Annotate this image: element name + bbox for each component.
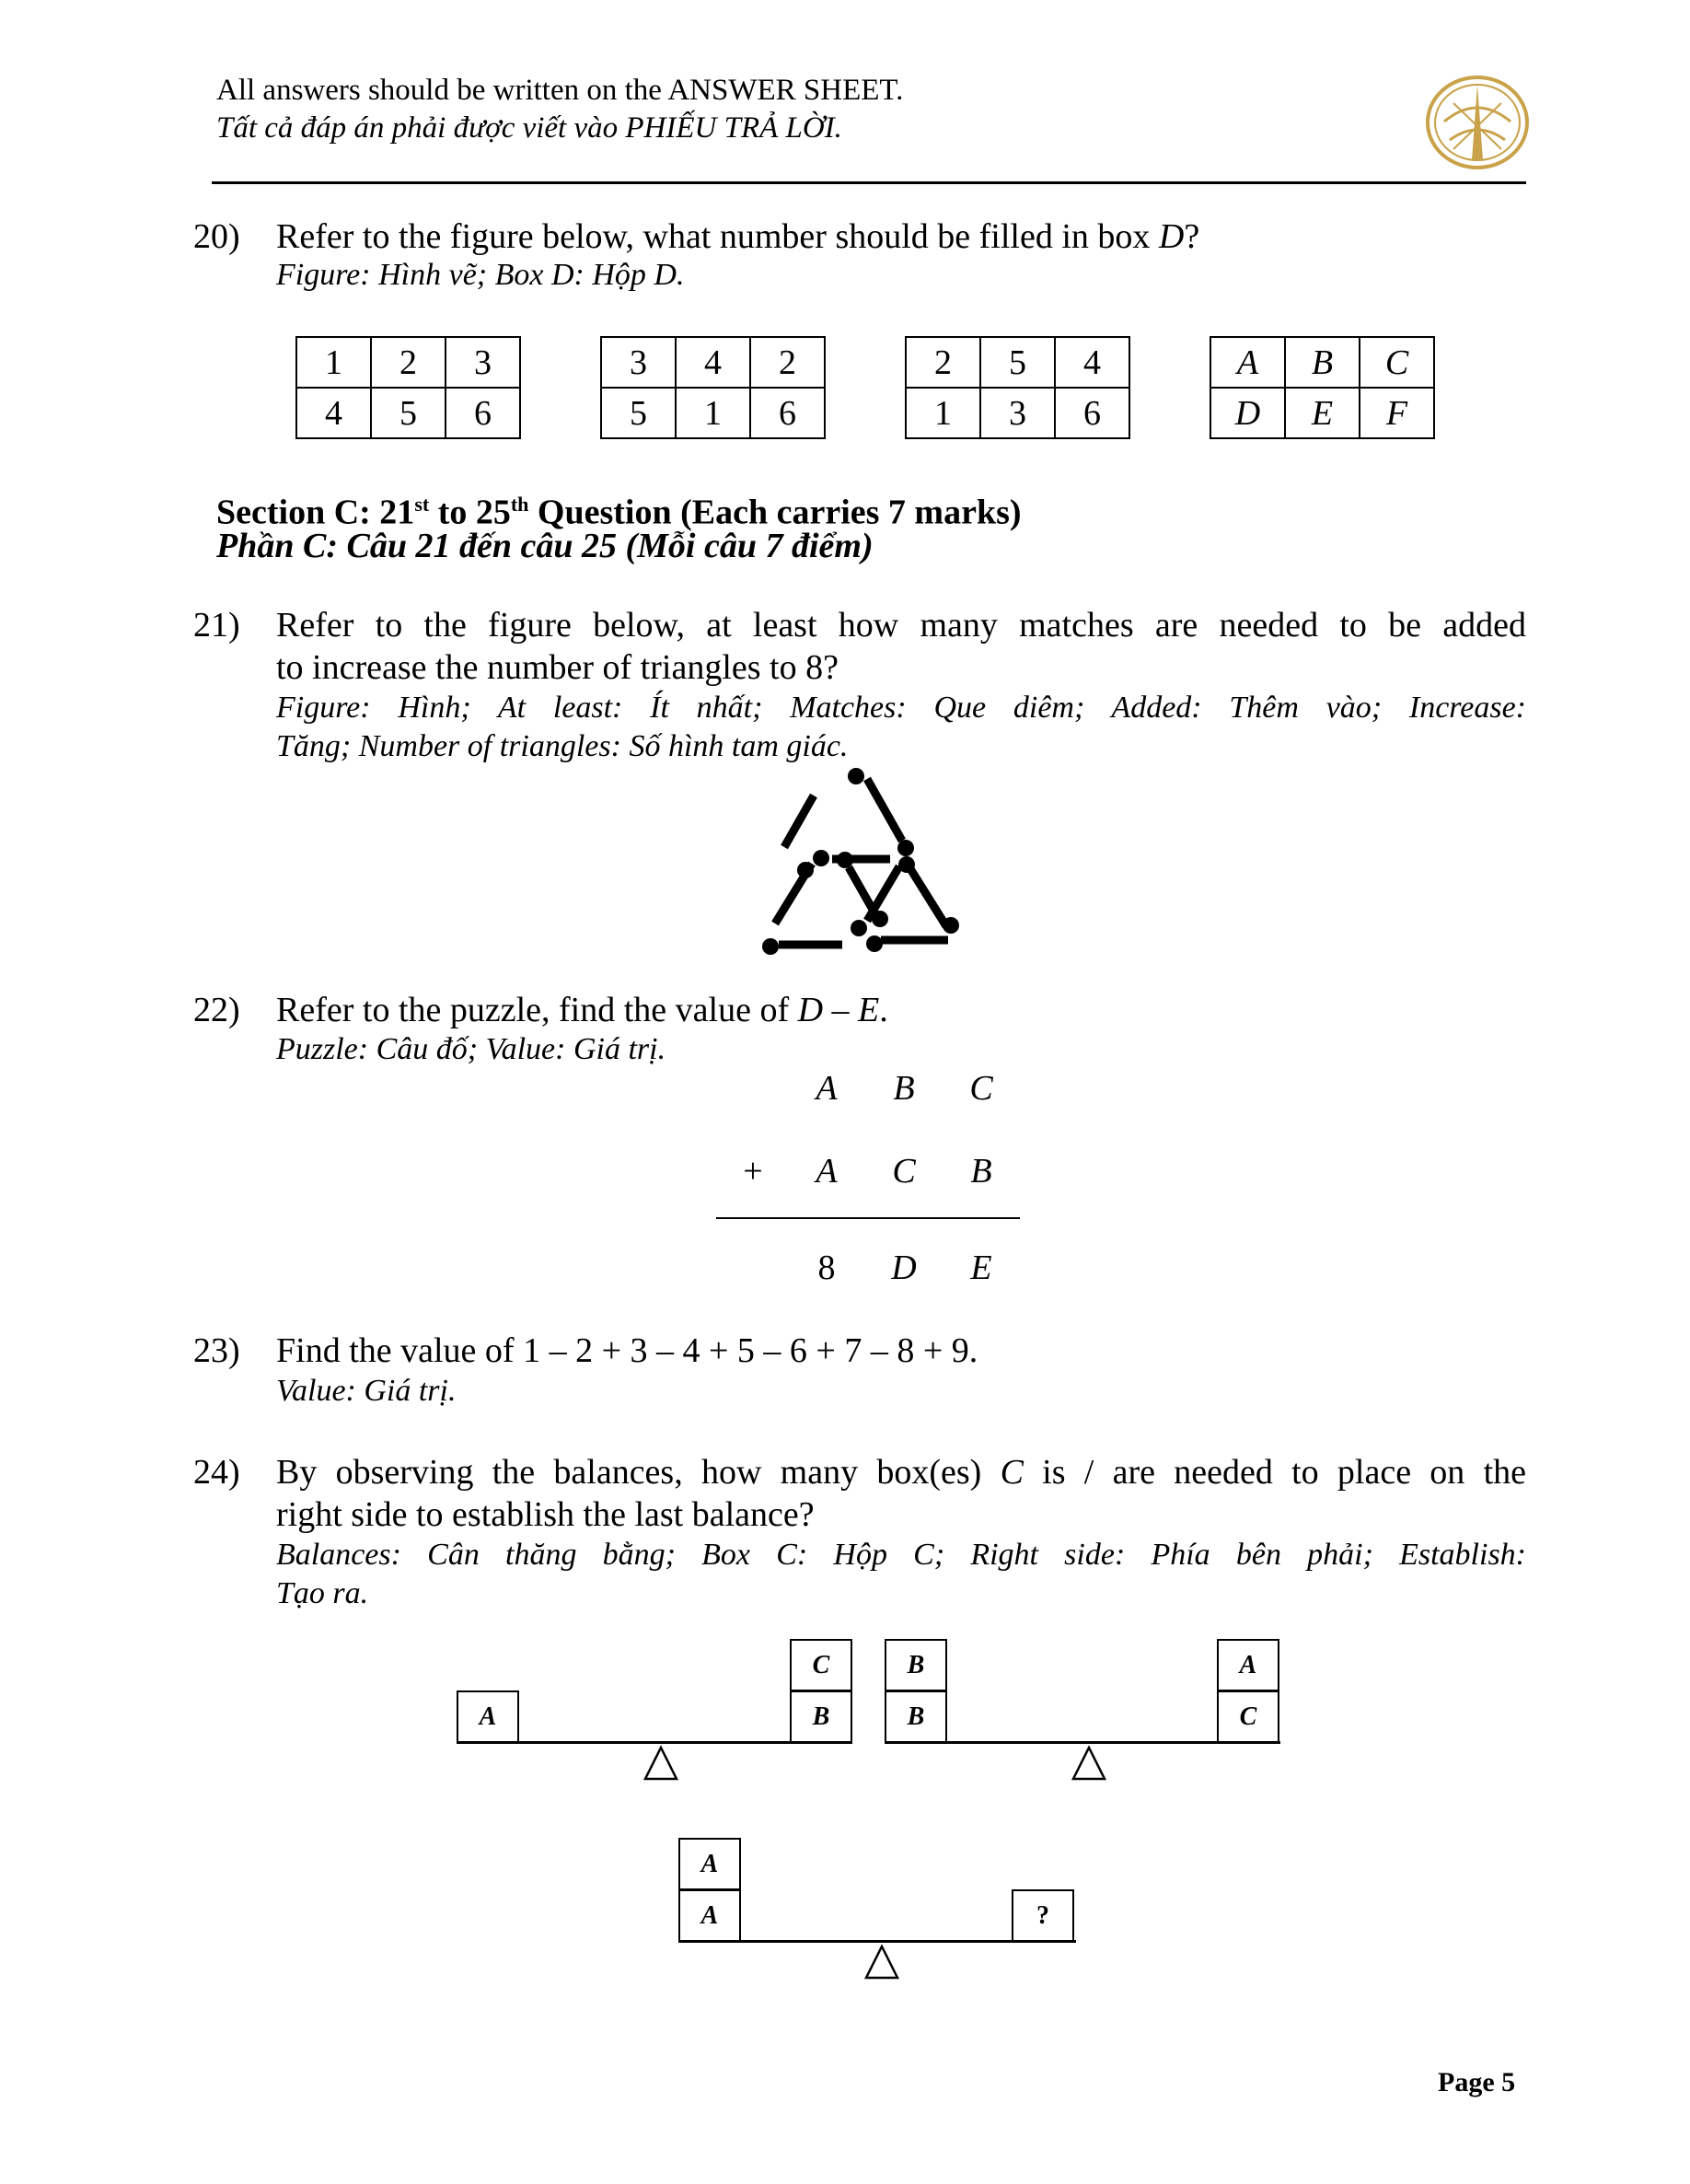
q20-text-part: Refer to the figure below, what number should be filled in box <box>276 217 1159 256</box>
balance-box: A <box>678 1889 741 1942</box>
cryptarithm-puzzle <box>700 1068 1022 1298</box>
question-20-number: 20) <box>193 217 240 256</box>
grid-cell: 4 <box>296 388 371 438</box>
question-22-number: 22) <box>193 991 240 1029</box>
grid-cell: F <box>1360 388 1434 438</box>
question-21-text-line2: to increase the number of triangles to 8? <box>276 648 839 687</box>
header-divider <box>212 181 1526 184</box>
section-title-sup: th <box>510 493 529 516</box>
q23-text-part: Find the value of <box>276 1331 524 1370</box>
q20-text-var: D <box>1158 217 1185 256</box>
grid-cell: 2 <box>750 337 825 388</box>
grid-cell: 5 <box>371 388 446 438</box>
section-title-part: Question (Each carries 7 marks) <box>528 493 1022 532</box>
q23-expression: 1 – 2 + 3 – 4 + 5 – 6 + 7 – 8 + 9 <box>523 1331 969 1370</box>
grid-cell: 1 <box>296 337 371 388</box>
grid-cell: C <box>1360 337 1434 388</box>
grid-cell: 6 <box>446 388 520 438</box>
q22-expression: D – E <box>797 991 880 1029</box>
puzzle-letter: C <box>969 1069 993 1108</box>
puzzle-letter: B <box>893 1069 915 1108</box>
q23-text-end: . <box>968 1331 978 1370</box>
balance-box: B <box>790 1690 852 1743</box>
grid-cell: E <box>1285 388 1360 438</box>
question-24-number: 24) <box>193 1453 240 1492</box>
grid-cell: 3 <box>446 337 520 388</box>
matchstick-triangles-figure <box>755 764 985 958</box>
balance-box: B <box>885 1690 947 1743</box>
balance-fulcrum <box>1071 1745 1107 1782</box>
grid-cell: 1 <box>676 388 750 438</box>
question-21-gloss-line2: Tăng; Number of triangles: Số hình tam giác. <box>276 729 849 763</box>
question-23-gloss: Value: Giá trị. <box>276 1374 457 1408</box>
question-24-text-line1 <box>276 1451 1526 1493</box>
puzzle-letter: A <box>816 1069 838 1108</box>
question-20-gloss: Figure: Hình vẽ; Box D: Hộp D. <box>276 258 685 292</box>
balance-2 <box>882 1639 1287 1786</box>
grid-cell: 5 <box>601 388 676 438</box>
puzzle-letter: C <box>892 1152 916 1191</box>
section-title-sup: st <box>414 493 430 516</box>
school-logo <box>1426 76 1529 169</box>
section-c-title-vietnamese: Phần C: Câu 21 đến câu 25 (Mỗi câu 7 điểm) <box>216 527 874 565</box>
grid-cell: 1 <box>906 388 980 438</box>
balance-fulcrum <box>642 1745 679 1782</box>
balance-box: A <box>457 1690 519 1743</box>
puzzle-digit: 8 <box>817 1249 836 1287</box>
balance-beam <box>885 1741 1280 1744</box>
balance-1 <box>457 1639 862 1786</box>
balance-box: A <box>678 1838 741 1890</box>
question-23-number: 23) <box>193 1331 240 1370</box>
page-number: Page 5 <box>1438 2067 1516 2097</box>
q22-text-part: Refer to the puzzle, find the value of <box>276 991 798 1029</box>
grid-cell: 3 <box>980 388 1055 438</box>
balance-beam <box>457 1741 852 1744</box>
question-22-text <box>276 989 1526 1031</box>
question-21-number: 21) <box>193 606 240 645</box>
letter-grid <box>1210 336 1435 439</box>
section-title-part: Section C: 21 <box>216 493 415 532</box>
question-24-gloss-line1: Balances: Cân thăng bằng; Box C: Hộp C; Right side: Phía bên phải; Establish: <box>276 1538 1526 1572</box>
balance-box: A <box>1217 1639 1279 1691</box>
balance-box: C <box>790 1639 852 1691</box>
question-23-text <box>276 1330 1526 1372</box>
question-20-text <box>276 215 1526 258</box>
q24-text-part: is / are needed to place on the <box>1023 1453 1526 1492</box>
grid-cell: D <box>1210 388 1285 438</box>
q20-text-end: ? <box>1184 217 1200 256</box>
grid-cell: 4 <box>1055 337 1129 388</box>
q22-text-end: . <box>879 991 888 1029</box>
section-title-part: to 25 <box>429 493 511 532</box>
puzzle-plus-sign: + <box>743 1152 763 1191</box>
question-21-text-line1: Refer to the figure below, at least how many matches are needed to be added <box>276 606 1526 645</box>
puzzle-sum-line <box>716 1217 1020 1219</box>
header-line-vietnamese: Tất cả đáp án phải được viết vào PHIẾU TRẢ LỜI. <box>216 111 842 145</box>
grid-cell: 2 <box>906 337 980 388</box>
balance-box: B <box>885 1639 947 1691</box>
puzzle-letter: D <box>891 1249 917 1287</box>
question-24-text-line2: right side to establish the last balance? <box>276 1495 815 1534</box>
balance-fulcrum <box>863 1944 900 1981</box>
q24-text-var: C <box>1000 1453 1024 1492</box>
question-22-gloss: Puzzle: Câu đố; Value: Giá trị. <box>276 1032 666 1066</box>
grid-cell: 4 <box>676 337 750 388</box>
grid-cell: B <box>1285 337 1360 388</box>
grid-cell: 2 <box>371 337 446 388</box>
grid-cell: 6 <box>1055 388 1129 438</box>
balance-beam <box>678 1940 1076 1943</box>
balance-unknown-box: ? <box>1012 1889 1074 1942</box>
grid-cell: 6 <box>750 388 825 438</box>
grid-cell: 3 <box>601 337 676 388</box>
balance-box: C <box>1217 1690 1279 1743</box>
question-24-gloss-line2: Tạo ra. <box>276 1576 369 1610</box>
grid-cell: 5 <box>980 337 1055 388</box>
puzzle-letter: B <box>970 1152 992 1191</box>
number-grid-3 <box>905 336 1130 439</box>
puzzle-letter: A <box>816 1152 838 1191</box>
number-grid-1 <box>295 336 521 439</box>
q24-text-part: By observing the balances, how many box(es) <box>276 1453 1001 1492</box>
question-21-gloss-line1: Figure: Hình; At least: Ít nhất; Matches: Que diêm; Added: Thêm vào; Increase: <box>276 691 1526 725</box>
header-line-english: All answers should be written on the ANSWER SHEET. <box>216 74 904 107</box>
grid-cell: A <box>1210 337 1285 388</box>
puzzle-letter: E <box>970 1249 992 1287</box>
balance-3 <box>678 1838 1083 1985</box>
number-grid-2 <box>600 336 826 439</box>
